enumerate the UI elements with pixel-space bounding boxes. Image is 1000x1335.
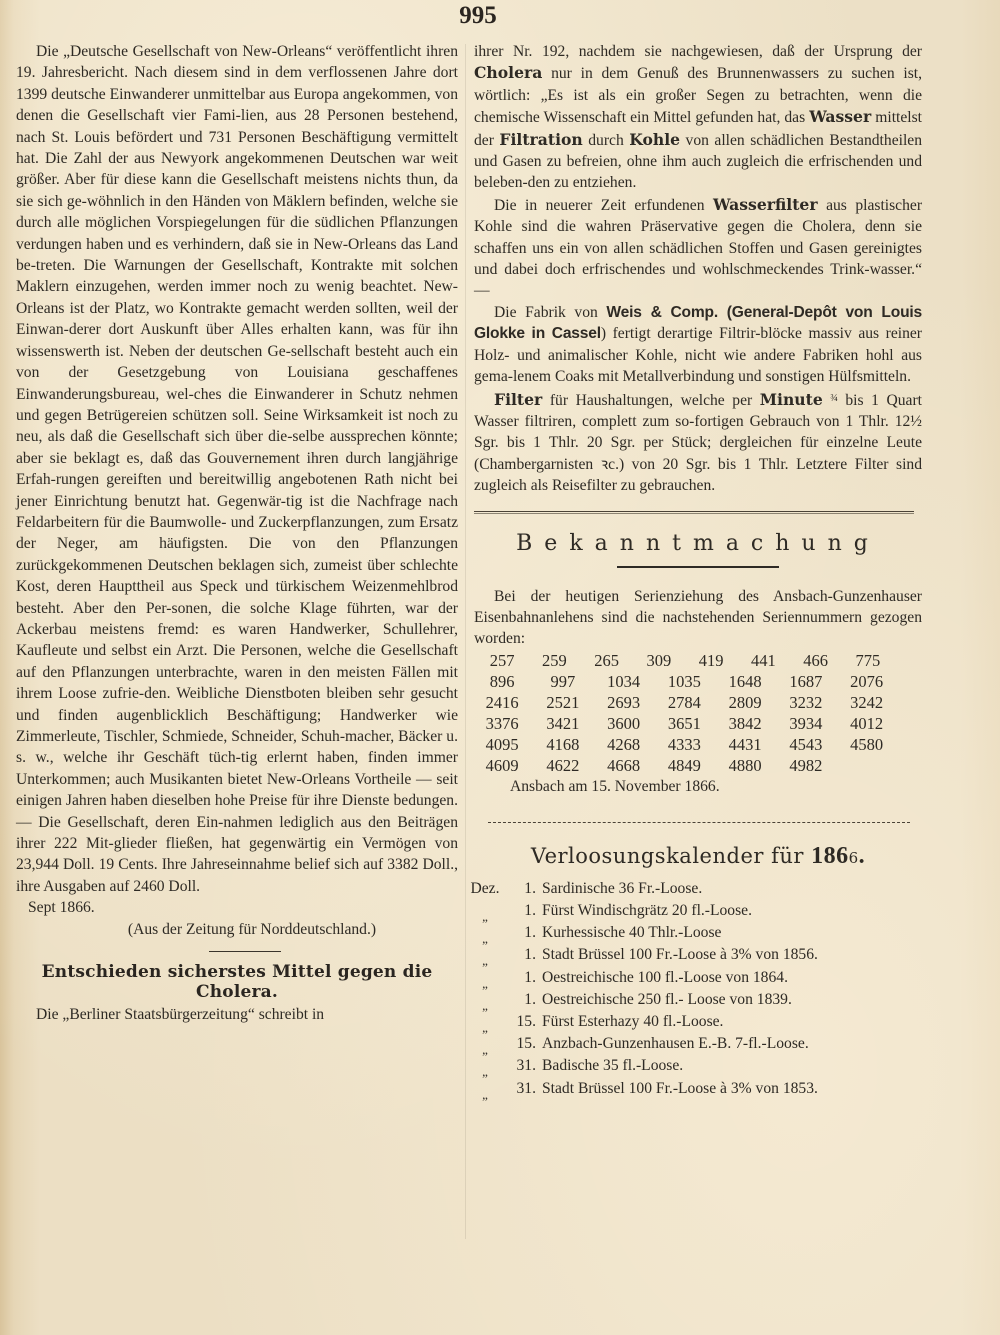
article-new-orleans-society-body: Die „Deutsche Gesellschaft von New-Orleans“ veröffentlicht ihren 19. Jahresbericht. Nach diesem sind in dem verflossenen Jahre dort 1399 deutsche Einwanderer unmittelbar aus Europa angekommen, von denen die Gesellschaft vier Fami-lien, aus 28 Personen bestehend, nach St. Louis befördert und 731 Personen Beschäftigung vermittelt hat. Die Zahl der aus Newyork angekommenen Deutschen war weit größer. Aber für diese kann die Gesellschaft meistens nichts thun, da sie sich ge-wöhnlich in den Händen von Mäklern befinden, welche sie durch alle möglichen Vorspiegelungen für die südlichen Pflanzungen verdungen haben und es verhindern, daß sie in New-Orleans das Land be-treten. Die Warnungen der Gesellschaft, Kontrakte mit solchen Maklern einzugehen, werden immer noch zu wenig beachtet. New-Orleans ist der Platz, wo Kontrakte gemacht werden sollten, weil der Einwan-derer dort Auskunft über Alles erhalten kann, was für ihn wissenswerth ist. Neben der deutschen Ge-sellschaft besteht auch ein von der Gesetzgebung von Louisiana geschaffenes Einwanderungsbureau, wel-ches die Einwanderer in Schutz nehmen und gegen Betrügereien schützen soll. Seine Wirksamkeit ist noch zu neu, als daß die Gesellschaft sich über die-selbe aussprechen könnte; aber sie beklagt es, daß das Gouvernement ihren durch langjährige Erfah-rungen gereiften und bereitwillig angebotenen Rath nicht bei jener Einrichtung benutzt hat. Gegenwär-tig ist die Nachfrage nach Feldarbeitern für die Baumwolle- und Zuckerpflanzungen, zum Ersatz der Neger, am häufigsten. Die von den Pflanzungen zurückgekommenen Deutschen beklagen sich, zumeist über schlechte Kost, deren Haupttheil aus Speck und türkischem Weizenmehlbrod besteht. Aber den Per-sonen, die solche Klage führten, war der Ackerbau meistens fremd: es waren Handwerker, Schullehrer, Kaufleute und selbst ein Arzt. Die Personen, welche die Gesellschaft auf den Pflanzungen unterbrachte, waren in den meisten Fällen mit ihrem Loose zufrie-den. Weibliche Dienstboten bleiben sehr gesucht und finden augenblicklich Beschäftigung; Handwerker wie Zimmerleute, Tischler, Schmiede, Schneider, Schuh-macher, Bäcker u. s. w., welche ihr Geschäft tüch-tig erlernt haben, finden immer Unterkommen; auch Musikanten bietet New-Orleans Vortheile — seit einigen Jahren haben dieselben hohe Preise für ihre Dienste bedungen. — Die Gesellschaft, deren Ein-nahmen lediglich aus den Beiträgen ihrer 222 Mit-glieder fließen, hat gegenwärtig ein Vermögen von 23,944 Doll. 19 Cents. Ihre Jahreseinnahme belief sich auf 3382 Doll., ihre Ausgaben auf 2460 Doll. bbox=[16, 43, 458, 895]
cholera-article-paragraph-4 bbox=[474, 388, 922, 497]
calendar-year: 186 bbox=[811, 842, 849, 869]
text-run: mittelst der bbox=[474, 109, 923, 149]
serial-number: 2809 bbox=[728, 692, 762, 712]
calendar-day: 1. bbox=[524, 968, 536, 986]
serial-number: 257 bbox=[489, 650, 515, 670]
ditto-mark: „ bbox=[482, 931, 488, 947]
serial-number: 1035 bbox=[667, 671, 701, 691]
text-run: durch bbox=[588, 131, 624, 149]
emphasis-filter: Filter bbox=[494, 389, 543, 409]
calendar-entry-text: Badische 35 fl.-Loose. bbox=[542, 1057, 684, 1075]
emphasis-wasserfilter: Wasserfilter bbox=[713, 194, 818, 214]
serial-number: 1687 bbox=[789, 671, 823, 691]
calendar-entry-text: Stadt Brüssel 100 Fr.-Loose à 3% von 1853. bbox=[542, 1079, 818, 1097]
serial-number: 265 bbox=[594, 650, 619, 670]
calendar-entry bbox=[468, 1033, 922, 1058]
serial-number: 4333 bbox=[667, 734, 701, 754]
ditto-mark: „ bbox=[482, 1064, 488, 1080]
calendar-entry-text: Sardinische 36 Fr.-Loose. bbox=[542, 879, 703, 897]
calendar-list bbox=[468, 878, 922, 1100]
notice-date-line: Ansbach am 15. November 1866. bbox=[510, 777, 720, 795]
calendar-day: 1. bbox=[524, 946, 536, 964]
cholera-article-paragraph-1 bbox=[474, 41, 922, 194]
serial-number: 775 bbox=[855, 650, 881, 670]
calendar-entry-text: Oestreichische 100 fl.-Loose von 1864. bbox=[542, 968, 788, 986]
serial-number: 441 bbox=[751, 650, 776, 670]
serial-number: 4543 bbox=[789, 734, 823, 754]
calendar-entry bbox=[468, 944, 922, 969]
page-number: 995 bbox=[459, 2, 497, 29]
calendar-entry bbox=[468, 989, 922, 1011]
calendar-day: 1. bbox=[524, 924, 536, 942]
calendar-title: Verloosungskalender für 1866. bbox=[530, 842, 866, 869]
serial-number: 4168 bbox=[546, 734, 580, 754]
calendar-entry-text: Oestreichische 250 fl.- Loose von 1839. bbox=[542, 990, 792, 1008]
calendar-entry-text: Kurhessische 40 Thlr.-Loose bbox=[542, 924, 722, 942]
headline-line-1: Entschieden sicherstes Mittel gegen die bbox=[41, 961, 433, 982]
emphasis-kohle: Kohle bbox=[629, 129, 681, 149]
serial-number: 2693 bbox=[607, 692, 641, 712]
calendar-day: 31. bbox=[516, 1057, 536, 1075]
calendar-month: Dez. bbox=[470, 879, 500, 897]
calendar-entry bbox=[468, 967, 922, 989]
ditto-mark: „ bbox=[482, 1019, 488, 1035]
calendar-entry bbox=[468, 1011, 922, 1033]
cholera-article-headline bbox=[16, 962, 458, 1002]
calendar-entry bbox=[468, 878, 922, 900]
cholera-article-opening: Die „Berliner Staatsbürgerzeitung“ schreibt in bbox=[36, 1005, 325, 1023]
serial-number: 997 bbox=[550, 671, 576, 691]
calendar-entry-text: Anzbach-Gunzenhausen E.-B. 7-fl.-Loose. bbox=[542, 1035, 809, 1053]
serial-numbers-grid bbox=[476, 650, 894, 776]
serial-number: 309 bbox=[646, 650, 672, 670]
calendar-entry-text: Fürst Esterhazy 40 fl.-Loose. bbox=[542, 1012, 724, 1030]
text-run: nur in dem Genuß des Brunnenwassers zu suchen ist, wörtlich: „Es ist als ein großer Segen zu betrachten, wenn die chemische Wissenschaft ein Mittel gefunden hat, das bbox=[474, 65, 922, 127]
serial-number: 2076 bbox=[850, 671, 884, 691]
emphasis-wasser: Wasser bbox=[809, 107, 872, 127]
cholera-article-paragraph-2 bbox=[474, 194, 922, 302]
notice-title: Bekanntmachung bbox=[516, 530, 880, 556]
text-run: ) fertigt derartige Filtrir-blöcke massiv aus reiner Holz- und animalischer Kohle, nicht wie andere Fabriken hohl aus gema-lenem Coaks mit Metallverbindung und sonstigen Hülfsmitteln. bbox=[474, 325, 922, 386]
notice-title-rule bbox=[617, 566, 779, 568]
text-run: für Haushaltungen, welche per bbox=[549, 391, 753, 409]
rule-line bbox=[474, 511, 914, 512]
calendar-day: 15. bbox=[516, 1035, 536, 1053]
serial-number: 259 bbox=[542, 650, 567, 670]
serial-number: 1034 bbox=[607, 671, 641, 691]
serial-number: 896 bbox=[489, 671, 515, 691]
serial-number: 3232 bbox=[789, 692, 823, 712]
calendar-title-text: Verloosungskalender für bbox=[530, 843, 804, 868]
right-column bbox=[470, 41, 923, 1102]
rule-line bbox=[474, 513, 914, 514]
serial-number: 3600 bbox=[607, 713, 641, 733]
serial-number: 4580 bbox=[850, 734, 884, 754]
serial-number: 419 bbox=[698, 650, 724, 670]
calendar-entry-text: Fürst Windischgrätz 20 fl.-Loose. bbox=[542, 901, 752, 919]
ditto-mark: „ bbox=[482, 997, 488, 1013]
text-run: Die in neuerer Zeit erfundenen bbox=[494, 196, 705, 214]
section-separator-double-rule bbox=[474, 509, 922, 517]
serial-number: 4268 bbox=[607, 734, 641, 754]
column-divider bbox=[465, 44, 466, 1239]
cholera-article-paragraph-3 bbox=[474, 302, 922, 388]
serial-number: 4668 bbox=[607, 755, 641, 775]
left-column bbox=[16, 41, 458, 1025]
ditto-mark: „ bbox=[482, 953, 488, 969]
serial-number: 4982 bbox=[789, 755, 823, 775]
serial-number: 2416 bbox=[485, 692, 519, 712]
ditto-mark: „ bbox=[482, 975, 488, 991]
calendar-entry bbox=[468, 1078, 922, 1100]
serial-number: 4849 bbox=[667, 755, 701, 775]
serial-number: 4431 bbox=[728, 734, 762, 754]
section-separator-rule bbox=[209, 951, 281, 952]
headline-line-2: Cholera. bbox=[196, 981, 278, 1002]
serial-number: 3421 bbox=[546, 713, 580, 733]
ditto-mark: „ bbox=[482, 1086, 488, 1102]
article-source-credit: (Aus der Zeitung für Norddeutschland.) bbox=[127, 920, 377, 938]
serial-number: 3376 bbox=[485, 713, 519, 733]
serial-number: 4012 bbox=[850, 713, 884, 733]
serial-number: 2521 bbox=[546, 692, 580, 712]
calendar-year-suffix: 6 bbox=[848, 848, 859, 867]
calendar-day: 1. bbox=[524, 901, 536, 919]
calendar-entry bbox=[468, 1055, 922, 1080]
text-run: aus plastischer Kohle sind die wahren Präservative gegen die Cholera, denn sie schaffen uns ein von allen schädlichen Stoffen und Gasen gereinigtes und dabei doch erfrischendes und wohlschmeckendes Trink-wasser.“ — bbox=[474, 196, 923, 300]
text-run: bis 1 Quart Wasser filtriren, complett zum so-fortigen Gebrauch von 1 Thlr. 12½ Sgr. bis 1 Thlr. 20 Sgr. per Stück; dergleichen für einzelne Leute (Chambergarnisten ꝛc.) von 20 Sgr. bis 1 Thlr. Letztere Filter sind zugleich als Reisefilter zu gebrauchen. bbox=[474, 391, 922, 495]
calendar-day: 1. bbox=[524, 879, 536, 897]
article-dateline: Sept 1866. bbox=[28, 899, 95, 917]
serial-number: 3934 bbox=[789, 713, 823, 733]
serial-number: 466 bbox=[803, 650, 828, 670]
serial-number: 1648 bbox=[728, 671, 762, 691]
serial-number: 2784 bbox=[667, 692, 701, 712]
calendar-day: 15. bbox=[516, 1012, 536, 1030]
serial-number: 4880 bbox=[728, 755, 762, 775]
calendar-entry-text: Stadt Brüssel 100 Fr.-Loose à 3% von 1856. bbox=[542, 946, 818, 964]
ditto-mark: „ bbox=[482, 908, 488, 924]
fraction-three-quarters: ¾ bbox=[830, 392, 838, 404]
section-separator-dashed-rule bbox=[488, 822, 910, 823]
serial-number: 3242 bbox=[850, 692, 884, 712]
serial-number: 3842 bbox=[728, 713, 762, 733]
serial-number: 3651 bbox=[667, 713, 701, 733]
text-run: Die Fabrik von bbox=[494, 303, 598, 321]
text-run: ihrer Nr. 192, nachdem sie nachgewiesen, daß der Ursprung der bbox=[474, 43, 922, 60]
emphasis-minute: Minute bbox=[759, 389, 823, 409]
serial-number: 4609 bbox=[485, 755, 519, 775]
calendar-day: 1. bbox=[524, 990, 536, 1008]
company-name: Weis & Comp. (General-Depôt von Louis Glokke in Cassel bbox=[474, 303, 922, 343]
serial-number: 4622 bbox=[546, 755, 580, 775]
calendar-entry bbox=[468, 900, 922, 922]
emphasis-filtration: Filtration bbox=[499, 129, 583, 149]
notice-intro: Bei der heutigen Serienziehung des Ansbach-Gunzenhauser Eisenbahnanlehens sind die nachstehenden Seriennummern gezogen worden: bbox=[474, 587, 922, 648]
ditto-mark: „ bbox=[482, 1042, 488, 1058]
calendar-day: 31. bbox=[516, 1079, 536, 1097]
emphasis-cholera: Cholera bbox=[474, 63, 543, 83]
calendar-entry bbox=[468, 922, 922, 947]
serial-number: 4095 bbox=[485, 734, 519, 754]
text-run: von allen schädlichen Bestandtheilen und Gasen zu befreien, ohne ihm auch zugleich die erfrischenden und beleben-den zu entziehen. bbox=[474, 131, 922, 192]
